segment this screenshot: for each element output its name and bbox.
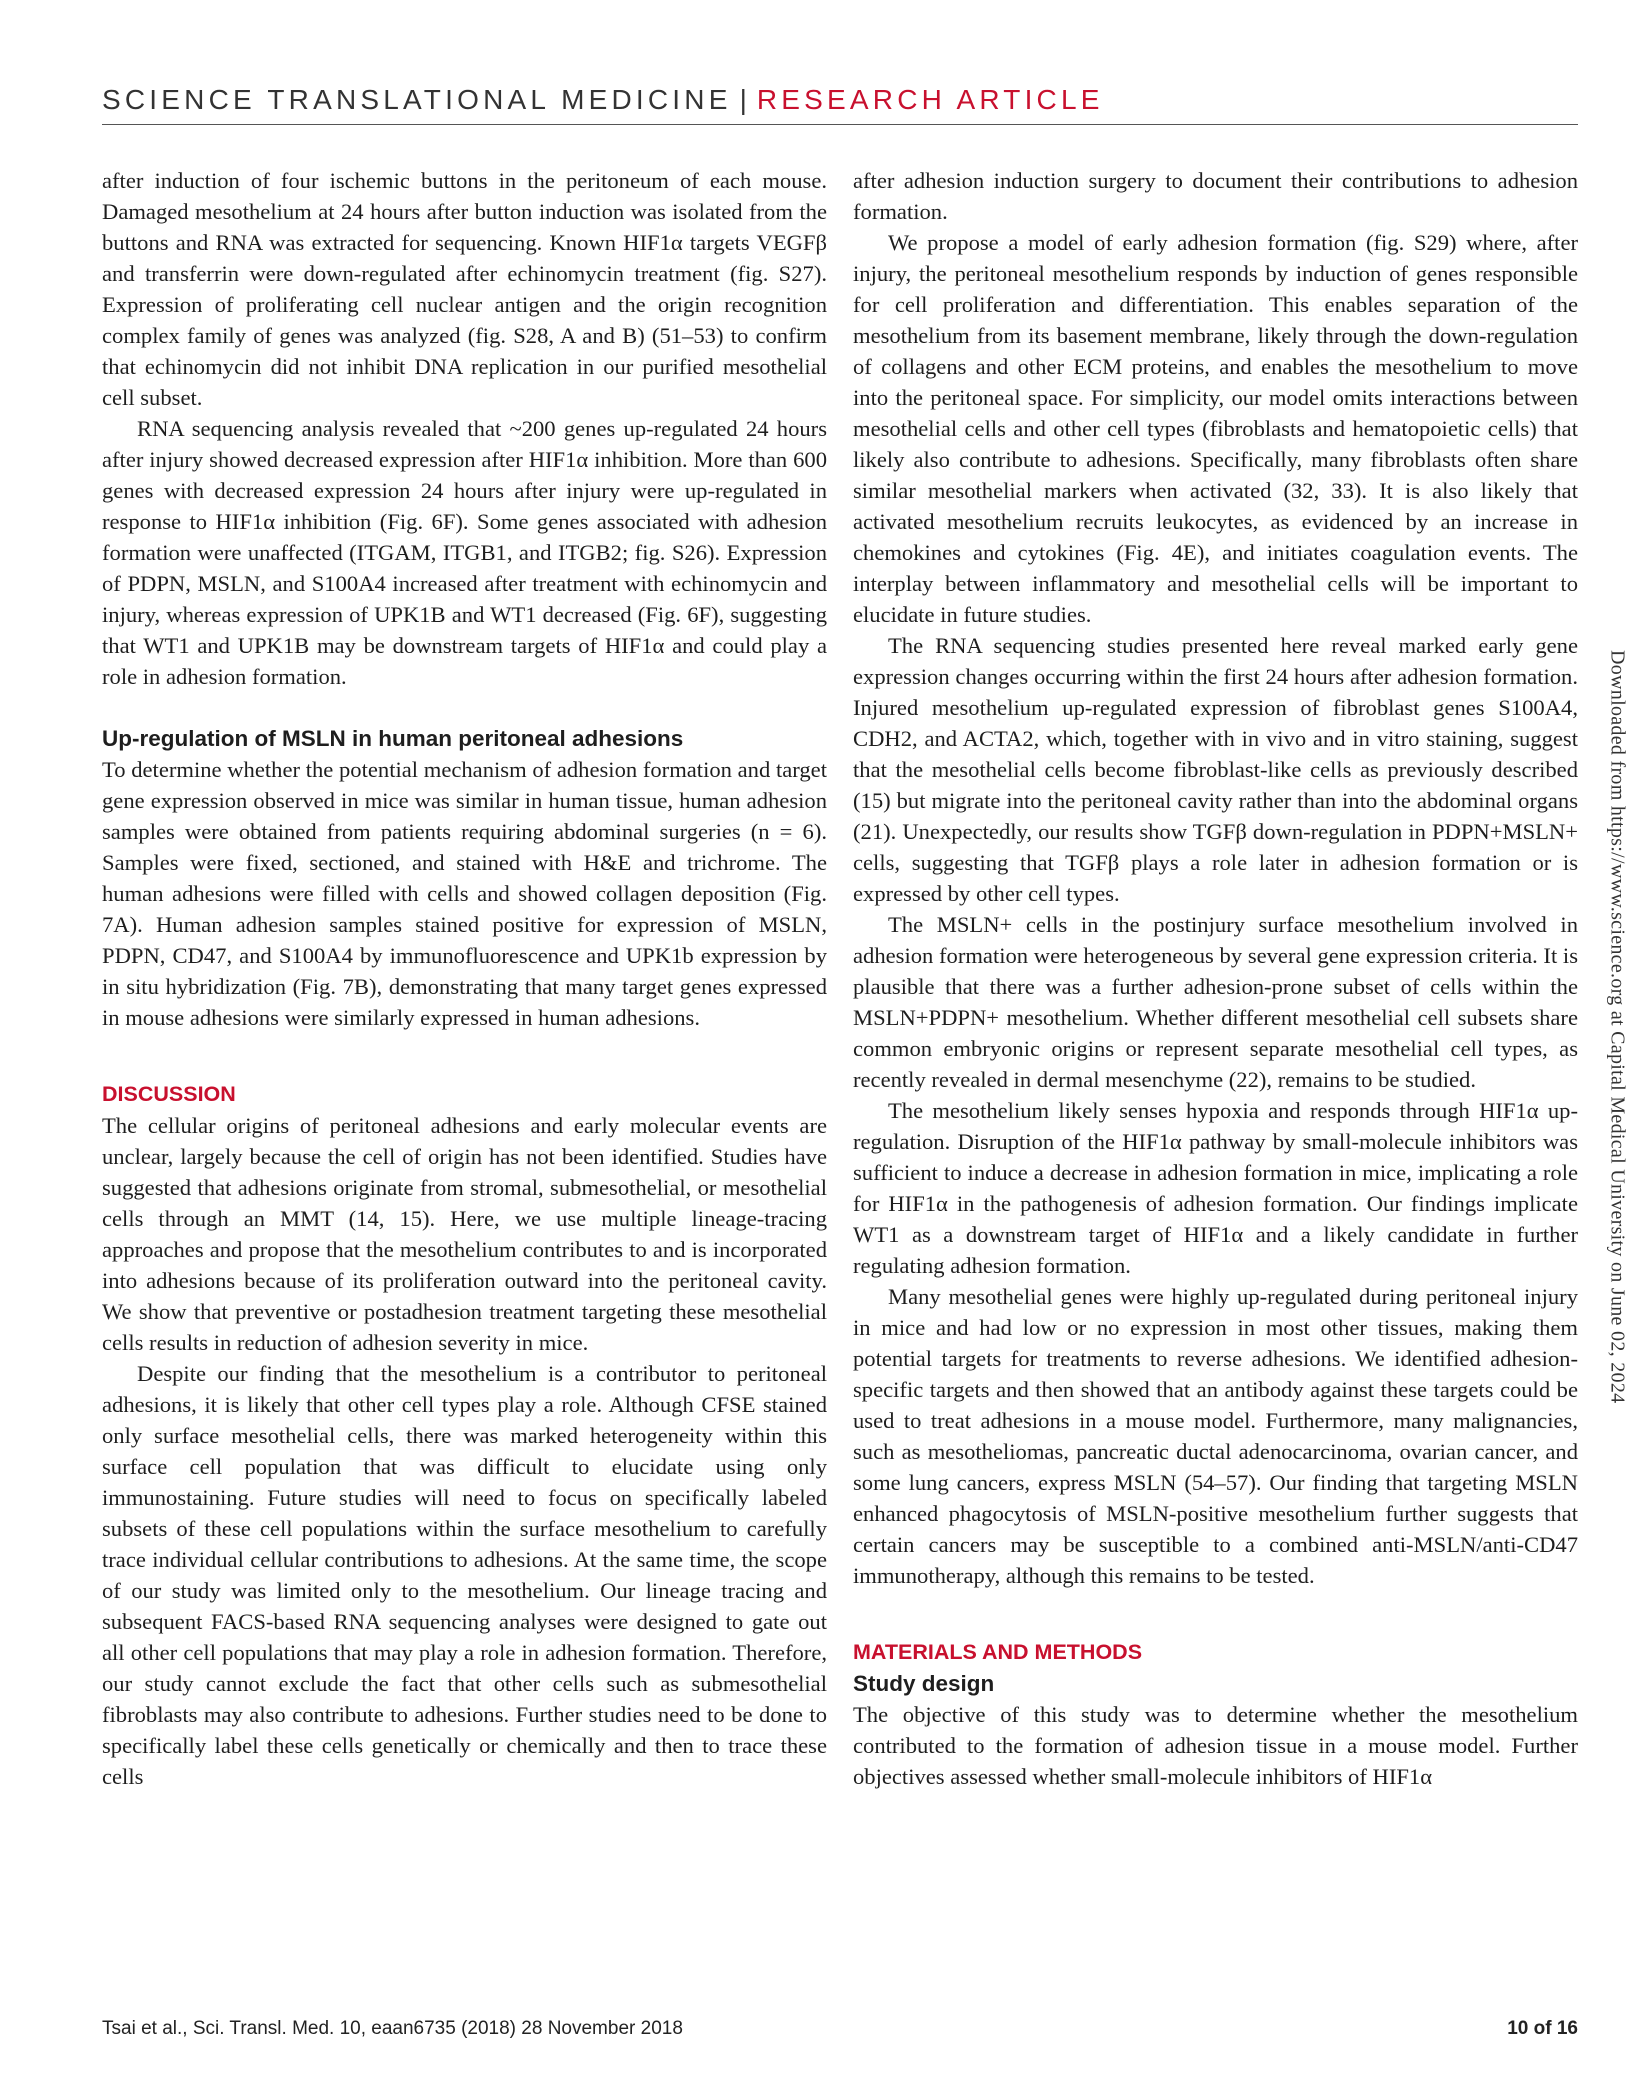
paragraph: Many mesothelial genes were highly up-regulated during peritoneal injury in mice and had low or no expression in most other tissues, making them potential targets for treatments to reverse adhesions. We identified adhesion-specific targets and then showed that an antibody against these targets could be used to treat adhesions in a mouse model. Furthermore, many malignancies, such as mesotheliomas, pancreatic ductal adenocarcinoma, ovarian cancer, and some lung cancers, express MSLN (54–57). Our finding that targeting MSLN enhanced phagocytosis of MSLN-positive mesothelium further suggests that certain cancers may be susceptible to a combined anti-MSLN/anti-CD47 immunotherapy, although this remains to be tested.	[853, 1284, 1578, 1588]
journal-title	[102, 84, 1104, 116]
page-footer	[102, 2018, 1578, 2048]
left-column	[102, 165, 827, 1792]
paragraph: after adhesion induction surgery to document their contributions to adhesion formation.	[853, 168, 1578, 224]
section-heading-methods: MATERIALS AND METHODS	[853, 1640, 1143, 1664]
section-heading-discussion: DISCUSSION	[102, 1082, 236, 1106]
article-type: RESEARCH ARTICLE	[756, 84, 1104, 115]
paragraph: The RNA sequencing studies presented here reveal marked early gene expression changes occurring within the first 24 hours after adhesion formation. Injured mesothelium up-regulated expression of fibroblast genes S100A4, CDH2, and ACTA2, which, together with in vivo and in vitro staining, suggest that the mesothelial cells become fibroblast-like cells as previously described (15) but migrate into the peritoneal cavity rather than into the abdominal organs (21). Unexpectedly, our results show TGFβ down-regulation in PDPN+MSLN+ cells, suggesting that TGFβ plays a role later in adhesion formation or is expressed by other cell types.	[853, 633, 1578, 906]
paragraph: The objective of this study was to determine whether the mesothelium contributed to the formation of adhesion tissue in a mouse model. Further objectives assessed whether small-molecule inhibitors of HIF1α	[853, 1702, 1578, 1789]
page-number: 10 of 16	[1507, 2018, 1578, 2039]
page-header	[102, 80, 1578, 125]
right-column	[853, 165, 1578, 1792]
spacer	[102, 1033, 827, 1079]
subsection-heading-study-design: Study design	[853, 1671, 995, 1696]
paragraph: Despite our finding that the mesothelium is a contributor to peritoneal adhesions, it is likely that other cell types play a role. Although CFSE stained only surface mesothelial cells, there was marked heterogeneity within this surface cell population that was difficult to elucidate using only immunostaining. Future studies will need to focus on specifically labeled subsets of these cell populations within the surface mesothelium to carefully trace individual cellular contributions to adhesions. At the same time, the scope of our study was limited only to the mesothelium. Our lineage tracing and subsequent FACS-based RNA sequencing analyses were designed to gate out all other cell populations that may play a role in adhesion formation. Therefore, our study cannot exclude the fact that other cells such as submesothelial fibroblasts may also contribute to adhesions. Further studies need to be done to specifically label these cells genetically or chemically and then to trace these cells	[102, 1361, 827, 1789]
paragraph: RNA sequencing analysis revealed that ~200 genes up-regulated 24 hours after injury showed decreased expression after HIF1α inhibition. More than 600 genes with decreased expression 24 hours after injury were up-regulated in response to HIF1α inhibition (Fig. 6F). Some genes associated with adhesion formation were unaffected (ITGAM, ITGB1, and ITGB2; fig. S26). Expression of PDPN, MSLN, and S100A4 increased after treatment with echinomycin and injury, whereas expression of UPK1B and WT1 decreased (Fig. 6F), suggesting that WT1 and UPK1B may be downstream targets of HIF1α and could play a role in adhesion formation.	[102, 416, 827, 689]
paragraph: We propose a model of early adhesion formation (fig. S29) where, after injury, the peritoneal mesothelium responds by induction of genes responsible for cell proliferation and differentiation. This enables separation of the mesothelium from its basement membrane, likely through the down-regulation of collagens and other ECM proteins, and enables the mesothelium to move into the peritoneal space. For simplicity, our model omits interactions between mesothelial cells and other cell types (fibroblasts and hematopoietic cells) that likely also contribute to adhesions. Specifically, many fibroblasts often share similar mesothelial markers when activated (32, 33). It is also likely that activated mesothelium recruits leukocytes, as evidenced by an increase in chemokines and cytokines (Fig. 4E), and initiates coagulation events. The interplay between inflammatory and mesothelial cells will be important to elucidate in future studies.	[853, 230, 1578, 627]
footer-citation: Tsai et al., Sci. Transl. Med. 10, eaan6735 (2018) 28 November 2018	[102, 2018, 683, 2039]
paragraph: The cellular origins of peritoneal adhesions and early molecular events are unclear, largely because the cell of origin has not been identified. Studies have suggested that adhesions originate from stromal, submesothelial, or mesothelial cells through an MMT (14, 15). Here, we use multiple lineage-tracing approaches and propose that the mesothelium contributes to and is incorporated into adhesions because of its proliferation outward into the peritoneal cavity. We show that preventive or postadhesion treatment targeting these mesothelial cells results in reduction of adhesion severity in mice.	[102, 1113, 827, 1355]
journal-name: SCIENCE TRANSLATIONAL MEDICINE	[102, 84, 732, 115]
header-separator: |	[739, 84, 747, 115]
download-sidebar	[1602, 650, 1632, 1520]
paragraph: The MSLN+ cells in the postinjury surface mesothelium involved in adhesion formation were heterogeneous by several gene expression criteria. It is plausible that there was a further adhesion-prone subset of cells within the MSLN+PDPN+ mesothelium. Whether different mesothelial cell subsets share common embryonic origins or represent separate mesothelial cell types, as recently revealed in dermal mesenchyme (22), remains to be studied.	[853, 912, 1578, 1092]
paragraph: The mesothelium likely senses hypoxia and responds through HIF1α up-regulation. Disruption of the HIF1α pathway by small-molecule inhibitors was sufficient to induce a decrease in adhesion formation in mice, implicating a role for HIF1α in the pathogenesis of adhesion formation. Our findings implicate WT1 as a downstream target of HIF1α and a likely candidate in further regulating adhesion formation.	[853, 1098, 1578, 1278]
paragraph: To determine whether the potential mechanism of adhesion formation and target gene expression observed in mice was similar in human tissue, human adhesion samples were obtained from patients requiring abdominal surgeries (n = 6). Samples were fixed, sectioned, and stained with H&E and trichrome. The human adhesions were filled with cells and showed collagen deposition (Fig. 7A). Human adhesion samples stained positive for expression of MSLN, PDPN, CD47, and S100A4 by immunofluorescence and UPK1b expression by in situ hybridization (Fig. 7B), demonstrating that many target genes expressed in mouse adhesions were similarly expressed in human adhesions.	[102, 757, 827, 1030]
paragraph: after induction of four ischemic buttons in the peritoneum of each mouse. Damaged mesothelium at 24 hours after button induction was isolated from the buttons and RNA was extracted for sequencing. Known HIF1α targets VEGFβ and transferrin were down-regulated after echinomycin treatment (fig. S27). Expression of proliferating cell nuclear antigen and the origin recognition complex family of genes was analyzed (fig. S28, A and B) (51–53) to confirm that echinomycin did not inhibit DNA replication in our purified mesothelial cell subset.	[102, 168, 827, 410]
spacer	[102, 692, 827, 723]
spacer	[853, 1591, 1578, 1637]
subsection-heading: Up-regulation of MSLN in human peritoneal adhesions	[102, 726, 684, 751]
download-note: Downloaded from https://www.science.org at Capital Medical University on June 02, 2024	[1606, 650, 1629, 1404]
